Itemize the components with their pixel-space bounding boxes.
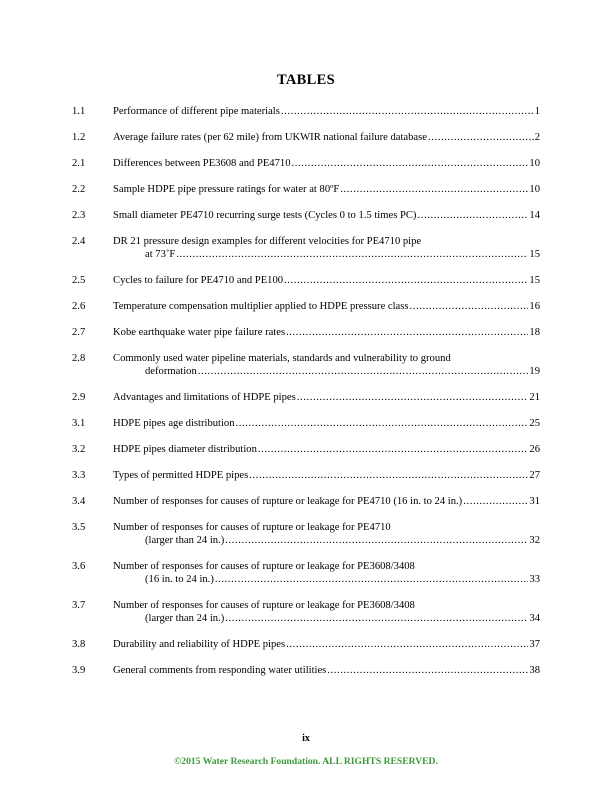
toc-entry[interactable] [72,599,540,625]
table-list [72,105,540,690]
dot-leader [327,664,528,677]
toc-entry-number: 3.7 [72,600,86,611]
toc-entry-title: (larger than 24 in.) [145,613,225,624]
toc-entry-title: Small diameter PE4710 recurring surge tests (Cycles 0 to 1.5 times PC) [113,210,417,221]
toc-entry-number: 2.7 [72,327,86,338]
toc-entry-title: Commonly used water pipeline materials, standards and vulnerability to ground [113,353,451,364]
toc-entry-page: 1 [534,106,540,117]
toc-entry-page: 16 [529,301,540,312]
dot-leader [297,391,529,404]
toc-entry[interactable] [72,209,540,222]
toc-entry-number: 3.9 [72,665,86,676]
toc-entry-number: 2.5 [72,275,86,286]
page-title: TABLES [277,72,335,88]
toc-entry[interactable] [72,131,540,144]
dot-leader [281,105,534,118]
dot-leader [463,495,528,508]
dot-leader [258,443,529,456]
toc-entry-number: 2.6 [72,301,86,312]
toc-entry-number: 3.8 [72,639,86,650]
toc-entry[interactable] [72,352,540,378]
toc-entry-page: 10 [529,158,540,169]
dot-leader [176,248,528,261]
dot-leader [249,469,528,482]
toc-entry[interactable] [72,105,540,118]
toc-entry-page: 34 [529,613,540,624]
toc-entry[interactable] [72,521,540,547]
toc-entry-page: 2 [534,132,540,143]
toc-entry-title: Sample HDPE pipe pressure ratings for water at 80ºF [113,184,340,195]
toc-entry[interactable] [72,300,540,313]
toc-entry-title: Advantages and limitations of HDPE pipes [113,392,296,403]
toc-entry-page: 32 [529,535,540,546]
toc-entry[interactable] [72,157,540,170]
toc-entry-number: 3.2 [72,444,86,455]
toc-entry-title: HDPE pipes diameter distribution [113,444,257,455]
toc-entry-page: 10 [529,184,540,195]
toc-entry-title: Types of permitted HDPE pipes [113,470,249,481]
toc-entry[interactable] [72,326,540,339]
toc-entry-title: Kobe earthquake water pipe failure rates [113,327,286,338]
toc-entry-number: 1.2 [72,132,86,143]
dot-leader [198,365,529,378]
dot-leader [225,612,528,625]
toc-entry-number: 2.1 [72,158,86,169]
toc-entry-page: 15 [529,275,540,286]
toc-entry-title: Number of responses for causes of rupture or leakage for PE4710 [113,522,391,533]
dot-leader [215,573,529,586]
toc-entry-number: 3.3 [72,470,86,481]
toc-entry-page: 18 [529,327,540,338]
toc-entry-page: 19 [529,366,540,377]
dot-leader [410,300,529,313]
toc-entry-title: (16 in. to 24 in.) [145,574,214,585]
toc-entry-page: 31 [529,496,540,507]
toc-entry-title: Number of responses for causes of rupture or leakage for PE3608/3408 [113,561,415,572]
toc-entry-number: 2.3 [72,210,86,221]
toc-entry-number: 3.5 [72,522,86,533]
toc-entry-page: 37 [529,639,540,650]
dot-leader [292,157,529,170]
toc-entry-title: (larger than 24 in.) [145,535,225,546]
toc-entry-number: 2.2 [72,184,86,195]
toc-entry-title: General comments from responding water utilities [113,665,327,676]
toc-entry-page: 38 [529,665,540,676]
toc-entry[interactable] [72,183,540,196]
toc-entry[interactable] [72,443,540,456]
dot-leader [236,417,529,430]
toc-entry-title: deformation [145,366,197,377]
toc-entry-number: 3.4 [72,496,86,507]
dot-leader [225,534,528,547]
toc-entry[interactable] [72,469,540,482]
toc-entry-title: Differences between PE3608 and PE4710 [113,158,291,169]
toc-entry[interactable] [72,417,540,430]
toc-entry-title: DR 21 pressure design examples for different velocities for PE4710 pipe [113,236,422,247]
copyright-notice: ©2015 Water Research Foundation. ALL RIGHTS RESERVED. [174,756,438,767]
toc-entry-number: 1.1 [72,106,86,117]
dot-leader [284,274,528,287]
toc-entry[interactable] [72,495,540,508]
toc-entry-number: 2.9 [72,392,86,403]
toc-entry[interactable] [72,235,540,261]
toc-entry[interactable] [72,638,540,651]
toc-entry-title: Durability and reliability of HDPE pipes [113,639,286,650]
toc-entry-number: 2.8 [72,353,86,364]
toc-entry-page: 27 [529,470,540,481]
toc-entry-page: 15 [529,249,540,260]
dot-leader [340,183,528,196]
toc-entry-title: Number of responses for causes of rupture or leakage for PE3608/3408 [113,600,415,611]
toc-entry-title: Average failure rates (per 62 mile) from UKWIR national failure database [113,132,427,143]
toc-entry-page: 25 [529,418,540,429]
toc-entry-title: HDPE pipes age distribution [113,418,235,429]
toc-entry-number: 3.1 [72,418,86,429]
toc-entry-title: at 73˚F [145,249,176,260]
dot-leader [417,209,528,222]
page-number: ix [302,733,310,744]
toc-entry-number: 3.6 [72,561,86,572]
toc-entry-title: Number of responses for causes of rupture or leakage for PE4710 (16 in. to 24 in.) [113,496,463,507]
dot-leader [286,638,528,651]
toc-entry-title: Performance of different pipe materials [113,106,280,117]
toc-entry[interactable] [72,274,540,287]
toc-entry-title: Temperature compensation multiplier applied to HDPE pressure class [113,301,409,312]
toc-entry-title: Cycles to failure for PE4710 and PE100 [113,275,284,286]
toc-entry[interactable] [72,391,540,404]
toc-entry-page: 26 [529,444,540,455]
dot-leader [286,326,528,339]
toc-entry-page: 33 [529,574,540,585]
toc-entry-page: 21 [529,392,540,403]
toc-entry-number: 2.4 [72,236,86,247]
toc-entry[interactable] [72,664,540,677]
dot-leader [428,131,534,144]
toc-entry-page: 14 [529,210,540,221]
toc-entry[interactable] [72,560,540,586]
